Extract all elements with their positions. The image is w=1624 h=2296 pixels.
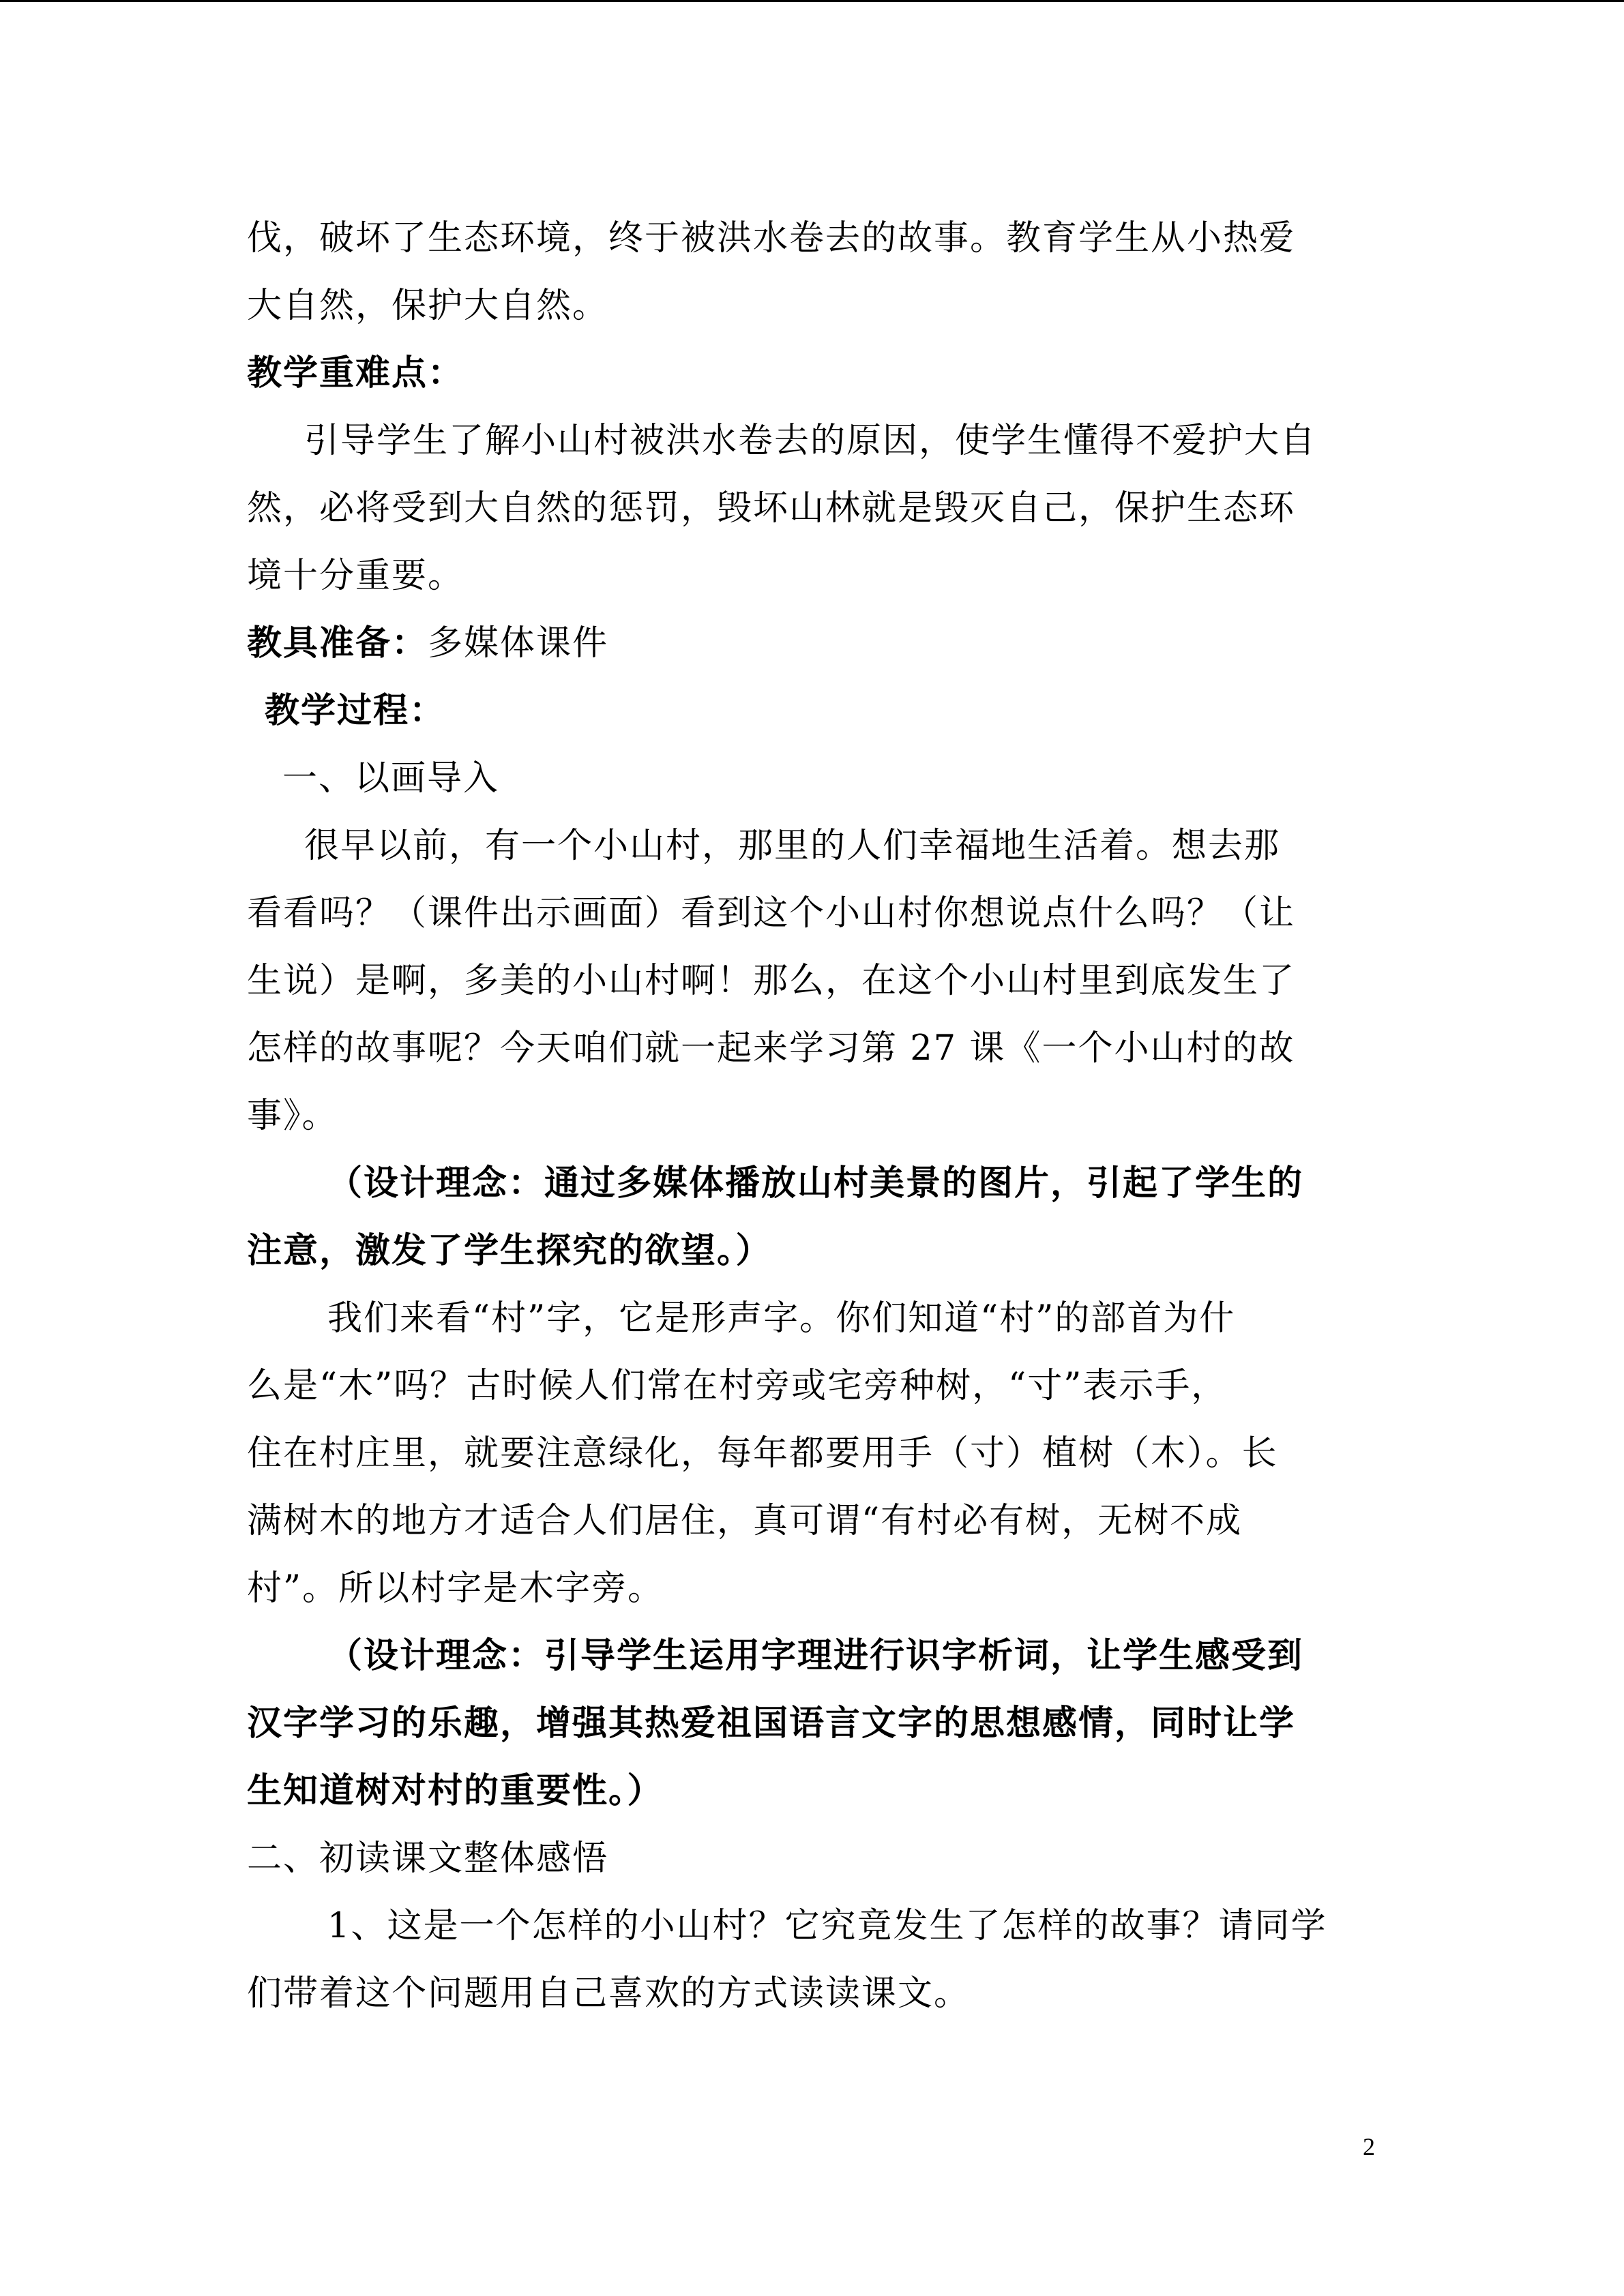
- materials-label: 教具准备：: [247, 623, 428, 664]
- text-line: 事》。: [247, 1096, 338, 1136]
- text-line: 然，必将受到大自然的惩罚，毁坏山林就是毁灭自己，保护生态环: [247, 488, 1296, 528]
- text-line: 很早以前，有一个小山村，那里的人们幸福地生活着。想去那: [304, 826, 1281, 866]
- text-line: 村”。所以村字是木字旁。: [247, 1568, 664, 1609]
- design-note: 汉字学习的乐趣，增强其热爱祖国语言文字的思想感情，同时让学: [247, 1703, 1296, 1744]
- design-note: 生知道树对村的重要性。）: [247, 1770, 664, 1811]
- text-line: 住在村庄里，就要注意绿化，每年都要用手（寸）植树（木）。长: [247, 1433, 1278, 1474]
- text-line: 看看吗？（课件出示画面）看到这个小山村你想说点什么吗？（让: [247, 893, 1296, 934]
- page-number: 2: [1363, 2133, 1375, 2160]
- subsection-heading-intro: 一、以画导入: [282, 758, 500, 799]
- text-line: 们带着这个问题用自己喜欢的方式读读课文。: [247, 1973, 971, 2014]
- section-heading-materials: [247, 610, 1379, 677]
- text-line: 伐，破坏了生态环境，终于被洪水卷去的故事。教育学生从小热爱: [247, 218, 1296, 258]
- text-line: 么是“木”吗？古时候人们常在村旁或宅旁种树，“寸”表示手，: [247, 1366, 1228, 1406]
- design-note: （设计理念：引导学生运用字理进行识字析词，让学生感受到: [327, 1635, 1304, 1676]
- text-line: 我们来看“村”字，它是形声字。你们知道“村”的部首为什: [327, 1298, 1236, 1339]
- text-line: 怎样的故事呢？今天咱们就一起来学习第 27 课《一个小山村的故: [247, 1028, 1295, 1069]
- subsection-heading-first-reading: 二、初读课文整体感悟: [247, 1838, 609, 1879]
- materials-value: 多媒体课件: [428, 623, 609, 664]
- page-top-rule: [0, 0, 1624, 2]
- section-heading-process: 教学过程：: [265, 690, 446, 731]
- design-note: 注意，激发了学生探究的欲望。）: [247, 1230, 772, 1271]
- design-note: （设计理念：通过多媒体播放山村美景的图片，引起了学生的: [327, 1163, 1304, 1204]
- text-line: 引导学生了解小山村被洪水卷去的原因，使学生懂得不爱护大自: [304, 421, 1317, 461]
- text-line: 生说）是啊，多美的小山村啊！那么，在这个小山村里到底发生了: [247, 961, 1296, 1001]
- text-line: 境十分重要。: [247, 556, 464, 596]
- text-line: 满树木的地方才适合人们居住，真可谓“有村必有树，无树不成: [247, 1501, 1243, 1541]
- text-line: 1、这是一个怎样的小山村？它究竟发生了怎样的故事？请同学: [327, 1906, 1327, 1946]
- section-heading-key-points: 教学重难点：: [247, 353, 464, 393]
- document-body: [247, 205, 1379, 2027]
- text-line: 大自然，保护大自然。: [247, 286, 609, 326]
